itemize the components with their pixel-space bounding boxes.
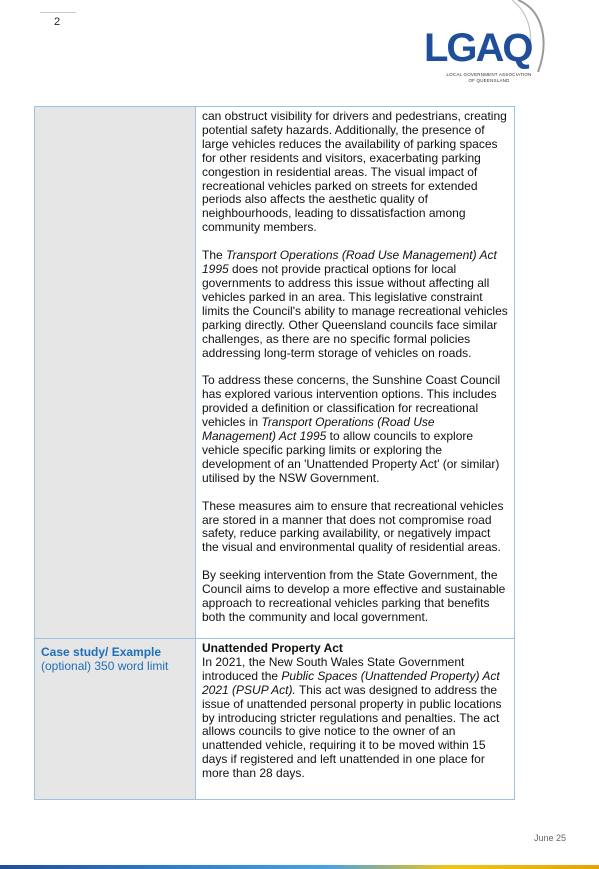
row1-content-cell xyxy=(196,107,514,638)
text-run: does not provide practical options for local governments to address this issue without affecting all vehicles parked in an area. This legislative constraint limits the Council's ability to manage recreational vehicles parking directly. Other Queensland councils face similar challenges, as there are no specific formal policies addressing long-term storage of vehicles on roads. xyxy=(202,262,508,360)
lgaq-logo xyxy=(410,0,560,92)
footer-color-stripe xyxy=(0,865,599,869)
case-study-heading: Unattended Property Act xyxy=(202,641,343,655)
row1-paragraph-4 xyxy=(202,500,509,556)
footer-date: June 25 xyxy=(533,833,566,843)
row2-content-cell xyxy=(196,639,514,799)
text-run: In 2021, the New South Wales State Government introduced the xyxy=(202,654,465,683)
text-run: This act was designed to address the issue of unattended personal property in public locations by introducing stricter regulations and penalties. The act allows councils to give notice to the owner of an unattended vehicle, requiring it to be moved within 15 days if registered and left unattended in one place for more than 28 days. xyxy=(202,682,502,781)
italic-act-title: Public Spaces (Unattended Property) Act 2021 (PSUP Act). xyxy=(202,668,500,697)
italic-act-title: Transport Operations (Road Use Management) Act 1995 xyxy=(202,248,497,277)
row1-paragraph-1 xyxy=(202,110,509,235)
case-study-paragraph xyxy=(202,656,509,781)
row1-label-cell xyxy=(35,107,196,638)
logo-subtitle-line2: OF QUEENSLAND xyxy=(468,77,510,83)
logo-subtitle xyxy=(434,72,544,83)
case-study-label: Case study/ Example xyxy=(41,645,162,659)
text-run: These measures aim to ensure that recreational vehicles are stored in a manner that does not compromise road safety, reduce parking availability, or negatively impact the visual and environmental quality of residential areas. xyxy=(202,498,504,555)
submission-table xyxy=(34,106,515,800)
table-row-case-study xyxy=(35,638,514,799)
page-number: 2 xyxy=(54,16,61,28)
table-row-issue-description xyxy=(35,107,514,638)
text-run: to allow councils to explore vehicle specific parking limits or exploring the development of an 'Unattended Property Act' (or similar) utilised by the NSW Government. xyxy=(202,429,500,485)
text-run: By seeking intervention from the State Government, the Council aims to develop a more effective and sustainable approach to recreational vehicles parking that benefits both the community and local government. xyxy=(202,568,506,624)
row1-paragraph-2 xyxy=(202,249,509,360)
row2-label-cell xyxy=(35,639,196,799)
text-run: To address these concerns, the Sunshine Coast Council has explored various intervention options. This includes provided a definition or classification for recreational vehicles in xyxy=(202,373,501,430)
text-run: can obstruct visibility for drivers and pedestrians, creating potential safety hazards. Additionally, the presence of large vehicles reduces the availability of parking spaces for other residents and visitors, exacerbating parking congestion in residential areas. The visual impact of recreational vehicles parked on streets for extended periods also affects the aesthetic quality of neighbourhoods, leading to dissatisfaction among community members. xyxy=(202,109,507,235)
text-run: The xyxy=(202,248,227,263)
logo-subtitle-line1: LOCAL GOVERNMENT ASSOCIATION xyxy=(446,72,532,77)
row1-paragraph-3 xyxy=(202,374,509,485)
page-number-rule xyxy=(40,12,76,13)
italic-act-title: Transport Operations (Road Use Management) Act 1995 xyxy=(202,415,435,444)
word-limit-label: (optional) 350 word limit xyxy=(41,659,169,673)
row1-paragraph-5 xyxy=(202,569,509,625)
logo-wordmark: LGAQ xyxy=(424,26,532,70)
